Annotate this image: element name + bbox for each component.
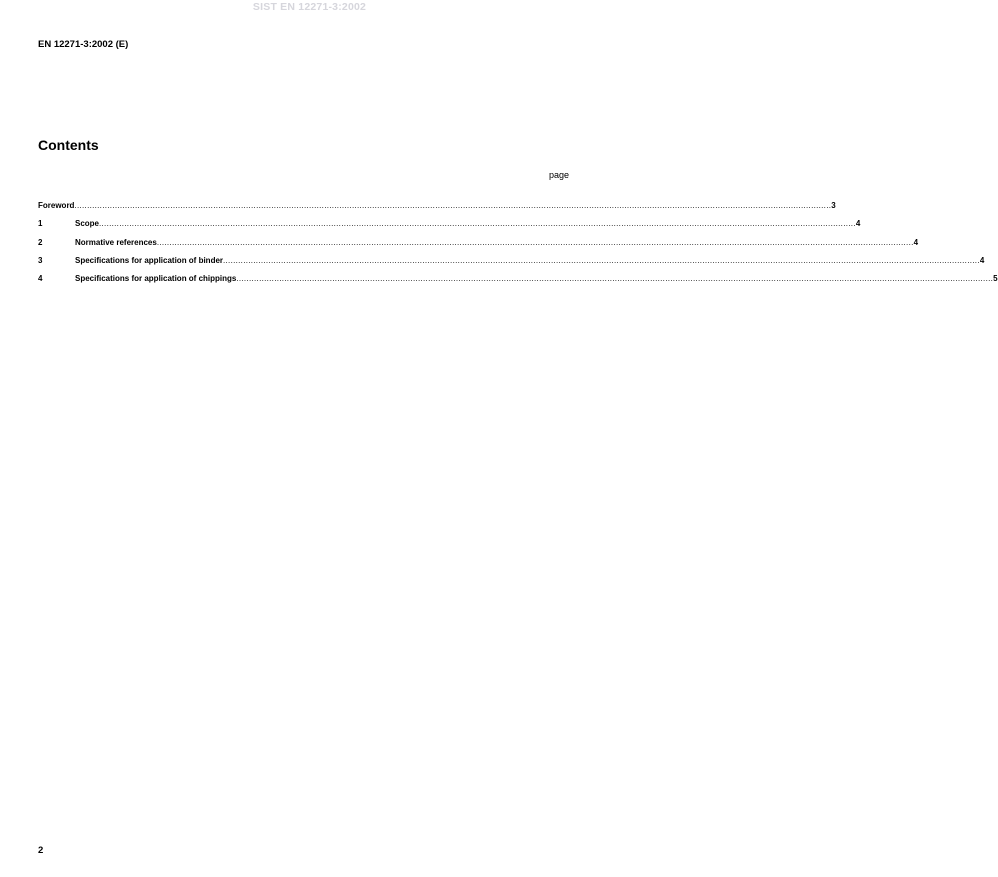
toc-entry-number: 4 xyxy=(38,274,43,284)
toc-entry-page: 5 xyxy=(993,274,998,284)
toc-dot-leader: ............................................................................................................................................................................................................................................................................................................ xyxy=(99,219,856,229)
table-of-contents xyxy=(38,200,998,291)
toc-entry-title: Foreword xyxy=(38,201,75,210)
toc-entry-page: 4 xyxy=(855,219,861,229)
toc-entry-normative-references[interactable] xyxy=(38,237,919,249)
toc-entry-foreword[interactable] xyxy=(38,200,836,212)
toc-entry-title: Scope xyxy=(75,219,100,229)
contents-heading: Contents xyxy=(38,137,99,153)
toc-dot-leader: ............................................................................................................................................................................................................................................................................................................ xyxy=(223,255,980,265)
toc-dot-leader: ............................................................................................................................................................................................................................................................................................................ xyxy=(236,274,994,284)
toc-entry-number: 2 xyxy=(38,237,43,247)
toc-entry-page: 3 xyxy=(831,201,836,210)
toc-entry-title: Normative references xyxy=(75,237,157,247)
toc-dot-leader: ............................................................................................................................................................................................................................................................................................................ xyxy=(74,201,832,210)
toc-entry-page: 4 xyxy=(979,255,985,265)
toc-dot-leader: ............................................................................................................................................................................................................................................................................................................ xyxy=(156,237,914,247)
toc-entry-page: 4 xyxy=(913,237,919,247)
toc-entry-binder-specifications[interactable] xyxy=(38,255,985,267)
page-column-label: page xyxy=(548,170,569,180)
toc-entry-scope[interactable] xyxy=(38,218,861,230)
toc-entry-chippings-specifications[interactable] xyxy=(38,273,998,285)
toc-entry-number: 3 xyxy=(38,255,43,265)
toc-entry-title: Specifications for application of binder xyxy=(75,255,224,265)
document-identifier: EN 12271-3:2002 (E) xyxy=(38,39,129,50)
toc-entry-number: 1 xyxy=(38,219,43,229)
page-number: 2 xyxy=(38,845,44,856)
toc-entry-title: Specifications for application of chippings xyxy=(75,274,237,284)
watermark: SIST EN 12271-3:2002 xyxy=(252,1,367,13)
